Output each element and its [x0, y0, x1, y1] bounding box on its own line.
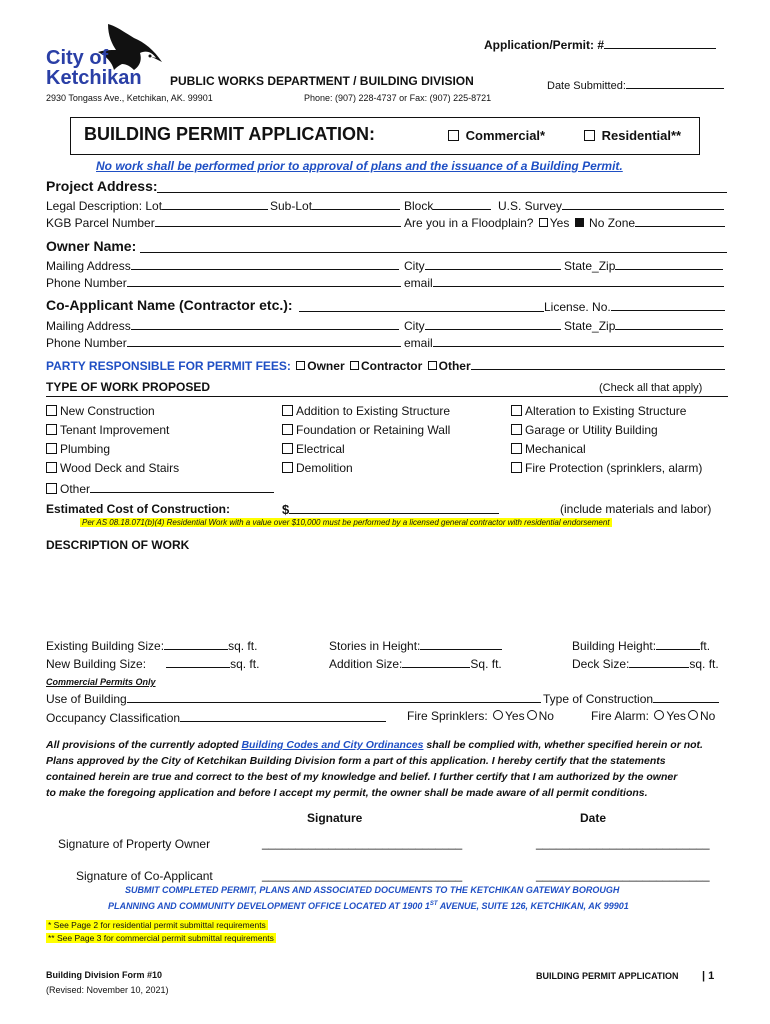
form-number: Building Division Form #10: [46, 970, 163, 980]
provisions-line2: Plans approved by the City of Ketchikan Building Division form a part of this application. I hereby certify that the statements: [46, 755, 666, 767]
footnote-commercial: ** See Page 3 for commercial permit submittal requirements: [48, 933, 274, 943]
work-wood-deck[interactable]: Wood Deck and Stairs: [46, 461, 179, 475]
date-submitted-label: Date Submitted:: [547, 76, 724, 92]
city-name-line1: City of: [46, 47, 109, 69]
revised-date: (Revised: November 10, 2021): [46, 985, 169, 995]
work-foundation[interactable]: Foundation or Retaining Wall: [282, 423, 450, 437]
page-number: | 1: [702, 970, 715, 982]
submit-line1: SUBMIT COMPLETED PERMIT, PLANS AND ASSOCIATED DOCUMENTS TO THE KETCHIKAN GATEWAY BOROUGH: [125, 885, 620, 895]
party-other-box[interactable]: [428, 361, 437, 370]
work-other[interactable]: Other: [46, 480, 274, 496]
commercial-checkbox[interactable]: Commercial*: [448, 128, 545, 143]
occupancy-row: Occupancy Classification: [46, 709, 386, 725]
residential-checkbox[interactable]: Residential**: [584, 128, 681, 143]
description-heading: DESCRIPTION OF WORK: [46, 538, 190, 552]
commercial-only-heading: Commercial Permits Only: [46, 677, 156, 687]
description-field[interactable]: [46, 556, 728, 630]
floodplain-yes-box[interactable]: [539, 218, 548, 227]
license-label: License. No.: [544, 298, 725, 314]
fire-alarm-row: Fire Alarm: Yes No: [591, 709, 716, 723]
block-label: Block: [404, 197, 491, 213]
sub-lot-label: Sub-Lot: [270, 197, 400, 213]
construction-type-row: Type of Construction: [543, 690, 719, 706]
work-fire-protection[interactable]: Fire Protection (sprinklers, alarm): [511, 461, 702, 475]
work-electrical[interactable]: Electrical: [282, 442, 345, 456]
statute-note: Per AS 08.18.071(b)(4) Residential Work with a value over $10,000 must be performed by a licensed general contractor with residential endorsement: [82, 518, 610, 527]
cost-label: Estimated Cost of Construction:: [46, 502, 231, 516]
fire-sprinklers-row: Fire Sprinklers: Yes No: [407, 709, 554, 723]
work-demolition[interactable]: Demolition: [282, 461, 353, 475]
work-divider: [46, 396, 728, 397]
cost-field[interactable]: $: [282, 501, 499, 517]
work-mechanical[interactable]: Mechanical: [511, 442, 586, 456]
use-of-building-row: Use of Building: [46, 690, 541, 706]
date-heading: Date: [580, 811, 607, 825]
signature-heading: Signature: [307, 811, 363, 825]
coapplicant-date-field[interactable]: __________________________: [536, 868, 710, 882]
alarm-no-radio[interactable]: [688, 710, 698, 720]
sprinkler-yes-radio[interactable]: [493, 710, 503, 720]
codes-link[interactable]: Building Codes and City Ordinances: [241, 739, 424, 751]
coapplicant-phone-label: Phone Number: [46, 334, 401, 350]
party-contractor-box[interactable]: [350, 361, 359, 370]
work-alteration[interactable]: Alteration to Existing Structure: [511, 404, 686, 418]
building-height-row: Building Height: ft.: [572, 639, 711, 653]
owner-signature-label: Signature of Property Owner: [58, 837, 211, 851]
office-phone: Phone: (907) 228-4737 or Fax: (907) 225-8721: [304, 93, 492, 103]
submit-line2: PLANNING AND COMMUNITY DEVELOPMENT OFFICE LOCATED AT 1900 1ST AVENUE, SUITE 126, KETCHIKAN, AK 99901: [108, 901, 629, 911]
coapplicant-mailing-label: Mailing Address: [46, 317, 399, 333]
coapplicant-name-label: Co-Applicant Name (Contractor etc.):: [46, 297, 293, 313]
existing-size-row: Existing Building Size: sq. ft.: [46, 639, 258, 653]
coapplicant-signature-label: Signature of Co-Applicant: [76, 869, 213, 883]
coapplicant-email-label: email: [404, 334, 724, 350]
legal-lot-label: Legal Description: Lot: [46, 197, 268, 213]
sprinkler-no-radio[interactable]: [527, 710, 537, 720]
kgb-parcel-label: KGB Parcel Number: [46, 214, 401, 230]
addition-size-row: Addition Size: Sq. ft.: [329, 657, 502, 671]
cost-note: (include materials and labor): [560, 502, 712, 516]
coapplicant-state-zip-label: State_Zip: [564, 317, 723, 333]
new-size-row: New Building Size: sq. ft.: [46, 657, 260, 671]
provisions-line1: All provisions of the currently adopted Building Codes and City Ordinances shall be complied with, whether specified herein or not.: [46, 739, 703, 751]
us-survey-label: U.S. Survey: [498, 197, 724, 213]
alarm-yes-radio[interactable]: [654, 710, 664, 720]
check-all-note: (Check all that apply): [599, 382, 703, 394]
deck-size-row: Deck Size: sq. ft.: [572, 657, 719, 671]
coapplicant-city-label: City: [404, 317, 561, 333]
owner-name-field[interactable]: [140, 252, 727, 253]
owner-signature-field[interactable]: ______________________________: [262, 836, 463, 850]
project-address-label: Project Address:: [46, 178, 158, 194]
party-responsible-row: PARTY RESPONSIBLE FOR PERMIT FEES: Owner Contractor Other: [46, 357, 725, 373]
provisions-line4: to make the foregoing application and before I accept my permit, the owner shall be made aware of all permit conditions.: [46, 787, 648, 799]
application-permit-label: Application/Permit: #: [484, 36, 716, 52]
stories-row: Stories in Height:: [329, 637, 502, 653]
owner-mailing-label: Mailing Address: [46, 257, 399, 273]
work-plumbing[interactable]: Plumbing: [46, 442, 110, 456]
notice-text: No work shall be performed prior to approval of plans and the issuance of a Building Permit.: [96, 159, 623, 173]
party-owner-box[interactable]: [296, 361, 305, 370]
owner-city-label: City: [404, 257, 561, 273]
owner-date-field[interactable]: __________________________: [536, 836, 710, 850]
office-address: 2930 Tongass Ave., Ketchikan, AK. 99901: [46, 93, 213, 103]
page-title: BUILDING PERMIT APPLICATION:: [84, 124, 375, 144]
work-new-construction[interactable]: New Construction: [46, 404, 155, 418]
footer-doc-title: BUILDING PERMIT APPLICATION: [536, 971, 679, 981]
floodplain-question: Are you in a Floodplain? Yes No Zone: [404, 214, 725, 230]
owner-name-label: Owner Name:: [46, 238, 137, 254]
owner-phone-label: Phone Number: [46, 274, 401, 290]
work-tenant-improvement[interactable]: Tenant Improvement: [46, 423, 169, 437]
city-name-line2: Ketchikan: [46, 67, 142, 89]
owner-state-zip-label: State_Zip: [564, 257, 723, 273]
work-garage[interactable]: Garage or Utility Building: [511, 423, 658, 437]
work-heading: TYPE OF WORK PROPOSED: [46, 380, 211, 394]
work-addition[interactable]: Addition to Existing Structure: [282, 404, 450, 418]
provisions-line3: contained herein are true and correct to the best of my knowledge and belief. I further certify that I am authorized by the owner: [46, 771, 678, 783]
footnote-residential: * See Page 2 for residential permit submittal requirements: [48, 920, 266, 930]
coapplicant-name-field[interactable]: [299, 311, 544, 312]
coapplicant-signature-field[interactable]: ______________________________: [262, 868, 463, 882]
owner-email-label: email: [404, 274, 724, 290]
floodplain-no-box[interactable]: [575, 218, 584, 227]
department-title: PUBLIC WORKS DEPARTMENT / BUILDING DIVISION: [170, 74, 474, 88]
project-address-field[interactable]: [157, 192, 727, 193]
